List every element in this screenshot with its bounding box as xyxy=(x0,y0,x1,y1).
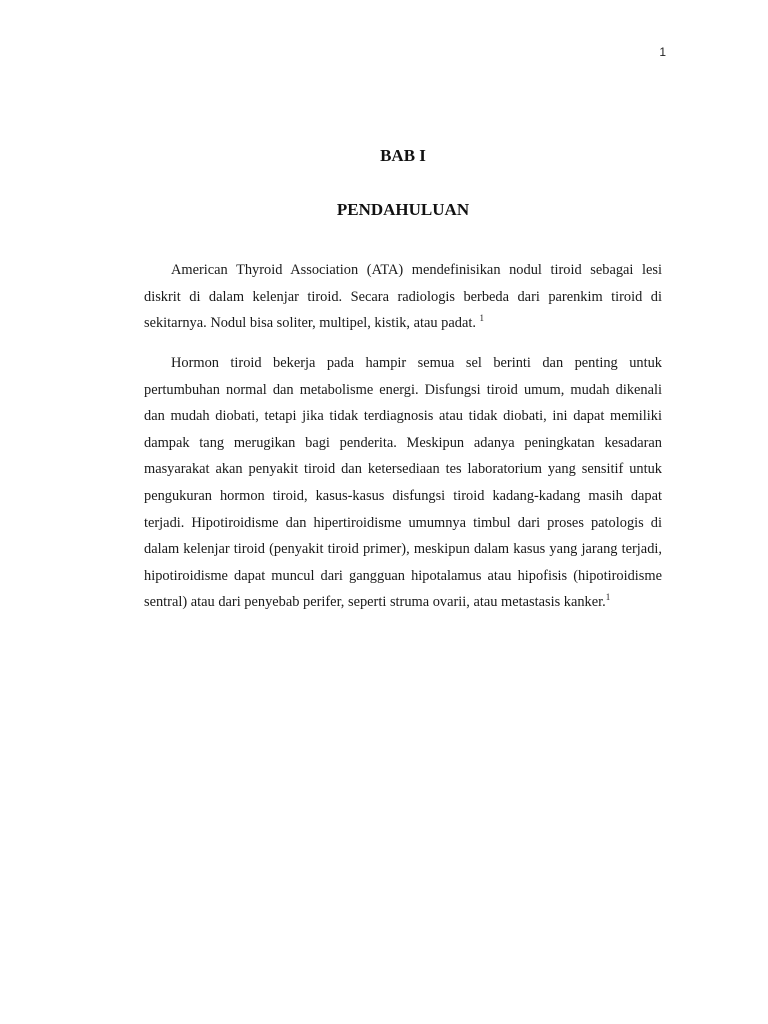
paragraph-1 xyxy=(144,257,662,337)
chapter-title: PENDAHULUAN xyxy=(336,200,470,219)
paragraph-1-text: American Thyroid Association (ATA) mendefinisikan nodul tiroid sebagai lesi diskrit di dalam kelenjar tiroid. Secara radiologis berbeda dari parenkim tiroid di sekitarnya. Nodul bisa soliter, multipel, kistik, atau padat. xyxy=(144,262,662,332)
page-number: 1 xyxy=(659,45,666,59)
chapter-label: BAB I xyxy=(380,146,426,165)
paragraph-1-reference: 1 xyxy=(479,313,485,324)
paragraph-2-reference: 1 xyxy=(605,592,611,603)
paragraph-2-text: Hormon tiroid bekerja pada hampir semua sel berinti dan penting untuk pertumbuhan normal dan metabolisme energi. Disfungsi tiroid umum, mudah dikenali dan mudah diobati, tetapi jika tidak terdiagnosis atau tidak diobati, ini dapat memiliki dampak tang merugikan bagi penderita. Meskipun adanya peningkatan kesadaran masyarakat akan penyakit tiroid dan ketersediaan tes laboratorium yang sensitif untuk pengukuran hormon tiroid, kasus-kasus disfungsi tiroid kadang-kadang masih dapat terjadi. Hipotiroidisme dan hipertiroidisme umumnya timbul dari proses patologis di dalam kelenjar tiroid (penyakit tiroid primer), meskipun dalam kasus yang jarang terjadi, hipotiroidisme dapat muncul dari gangguan hipotalamus atau hipofisis (hipotiroidisme sentral) atau dari penyebab perifer, seperti struma ovarii, atau metastasis kanker. xyxy=(144,355,662,611)
paragraph-2 xyxy=(144,350,662,616)
